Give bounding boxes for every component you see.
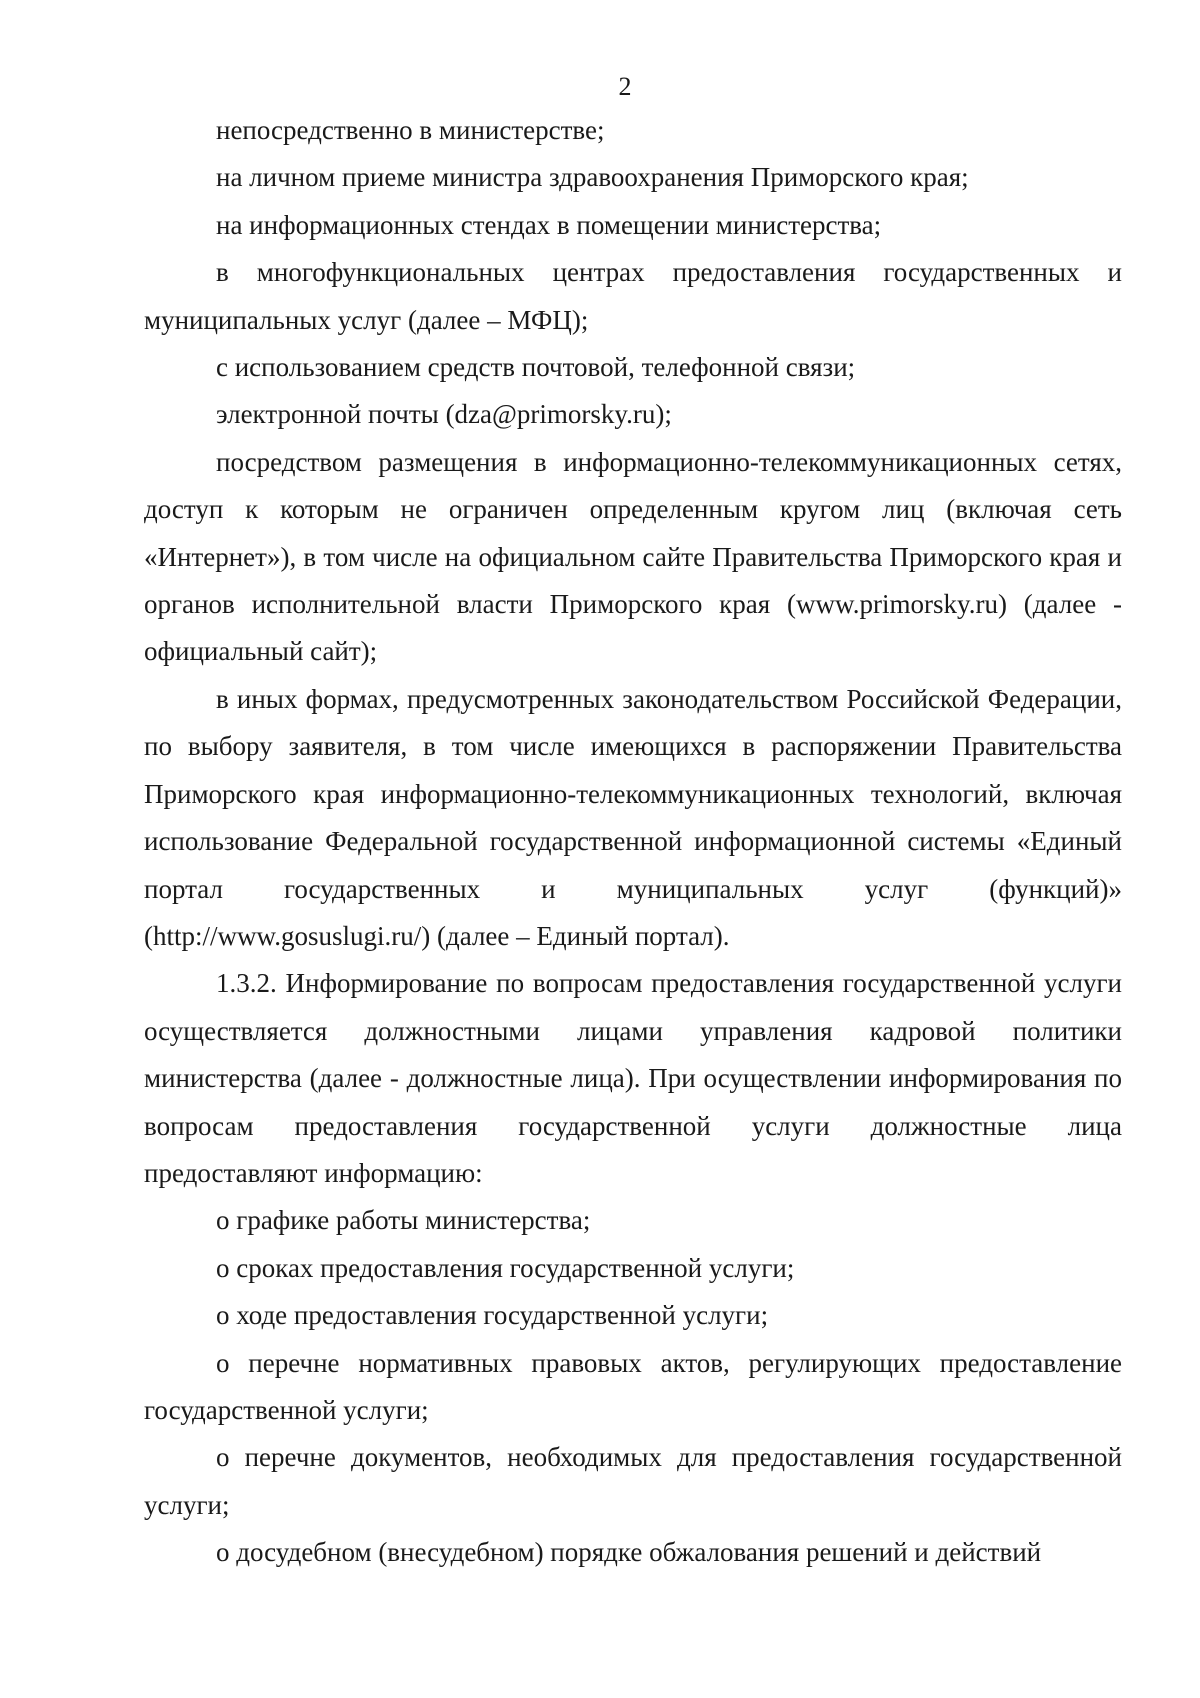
paragraph-personal-reception: на личном приеме министра здравоохранения Приморского края; xyxy=(216,162,969,193)
document-body xyxy=(144,107,1122,1577)
paragraph-service-terms: о сроках предоставления государственной услуги; xyxy=(216,1252,795,1283)
paragraph-appeal-procedure: о досудебном (внесудебном) порядке обжалования решений и действий xyxy=(216,1537,1042,1568)
paragraph-required-documents: о перечне документов, необходимых для предоставления государственной услуги; xyxy=(144,1442,1122,1520)
paragraph-other-forms: в иных формах, предусмотренных законодательством Российской Федерации, по выбору заявителя, в том числе имеющихся в распоряжении Правительства Приморского края информационно-телекоммуникационных технологий, включая использование Федеральной государственной информационной системы «Единый портал государственных и муниципальных услуг (функций)» (http://www.gosuslugi.ru/) (далее – Единый портал). xyxy=(144,683,1122,951)
paragraph-info-stands: на информационных стендах в помещении министерства; xyxy=(216,209,882,240)
paragraph-internet: посредством размещения в информационно-телекоммуникационных сетях, доступ к которым не ограничен определенным кругом лиц (включая сеть «Интернет»), в том числе на официальном сайте Правительства Приморского края и органов исполнительной власти Приморского края (www.primorsky.ru) (далее - официальный сайт); xyxy=(144,446,1122,667)
paragraph-legal-acts: о перечне нормативных правовых актов, регулирующих предоставление государственной услуги; xyxy=(144,1347,1122,1425)
page-number: 2 xyxy=(618,72,632,101)
paragraph-work-schedule: о графике работы министерства; xyxy=(216,1205,591,1236)
paragraph-in-ministry: непосредственно в министерстве; xyxy=(216,115,605,145)
paragraph-mfc: в многофункциональных центрах предоставления государственных и муниципальных услуг (далее – МФЦ); xyxy=(144,257,1122,335)
paragraph-email: электронной почты (dza@primorsky.ru); xyxy=(216,399,672,430)
paragraph-section-1-3-2: 1.3.2. Информирование по вопросам предоставления государственной услуги осуществляется должностными лицами управления кадровой политики министерства (далее - должностные лица). При осуществлении информирования по вопросам предоставления государственной услуги должностные лица предоставляют информацию: xyxy=(144,968,1122,1188)
paragraph-service-progress: о ходе предоставления государственной услуги; xyxy=(216,1300,769,1331)
paragraph-postal-phone: с использованием средств почтовой, телефонной связи; xyxy=(216,352,856,383)
